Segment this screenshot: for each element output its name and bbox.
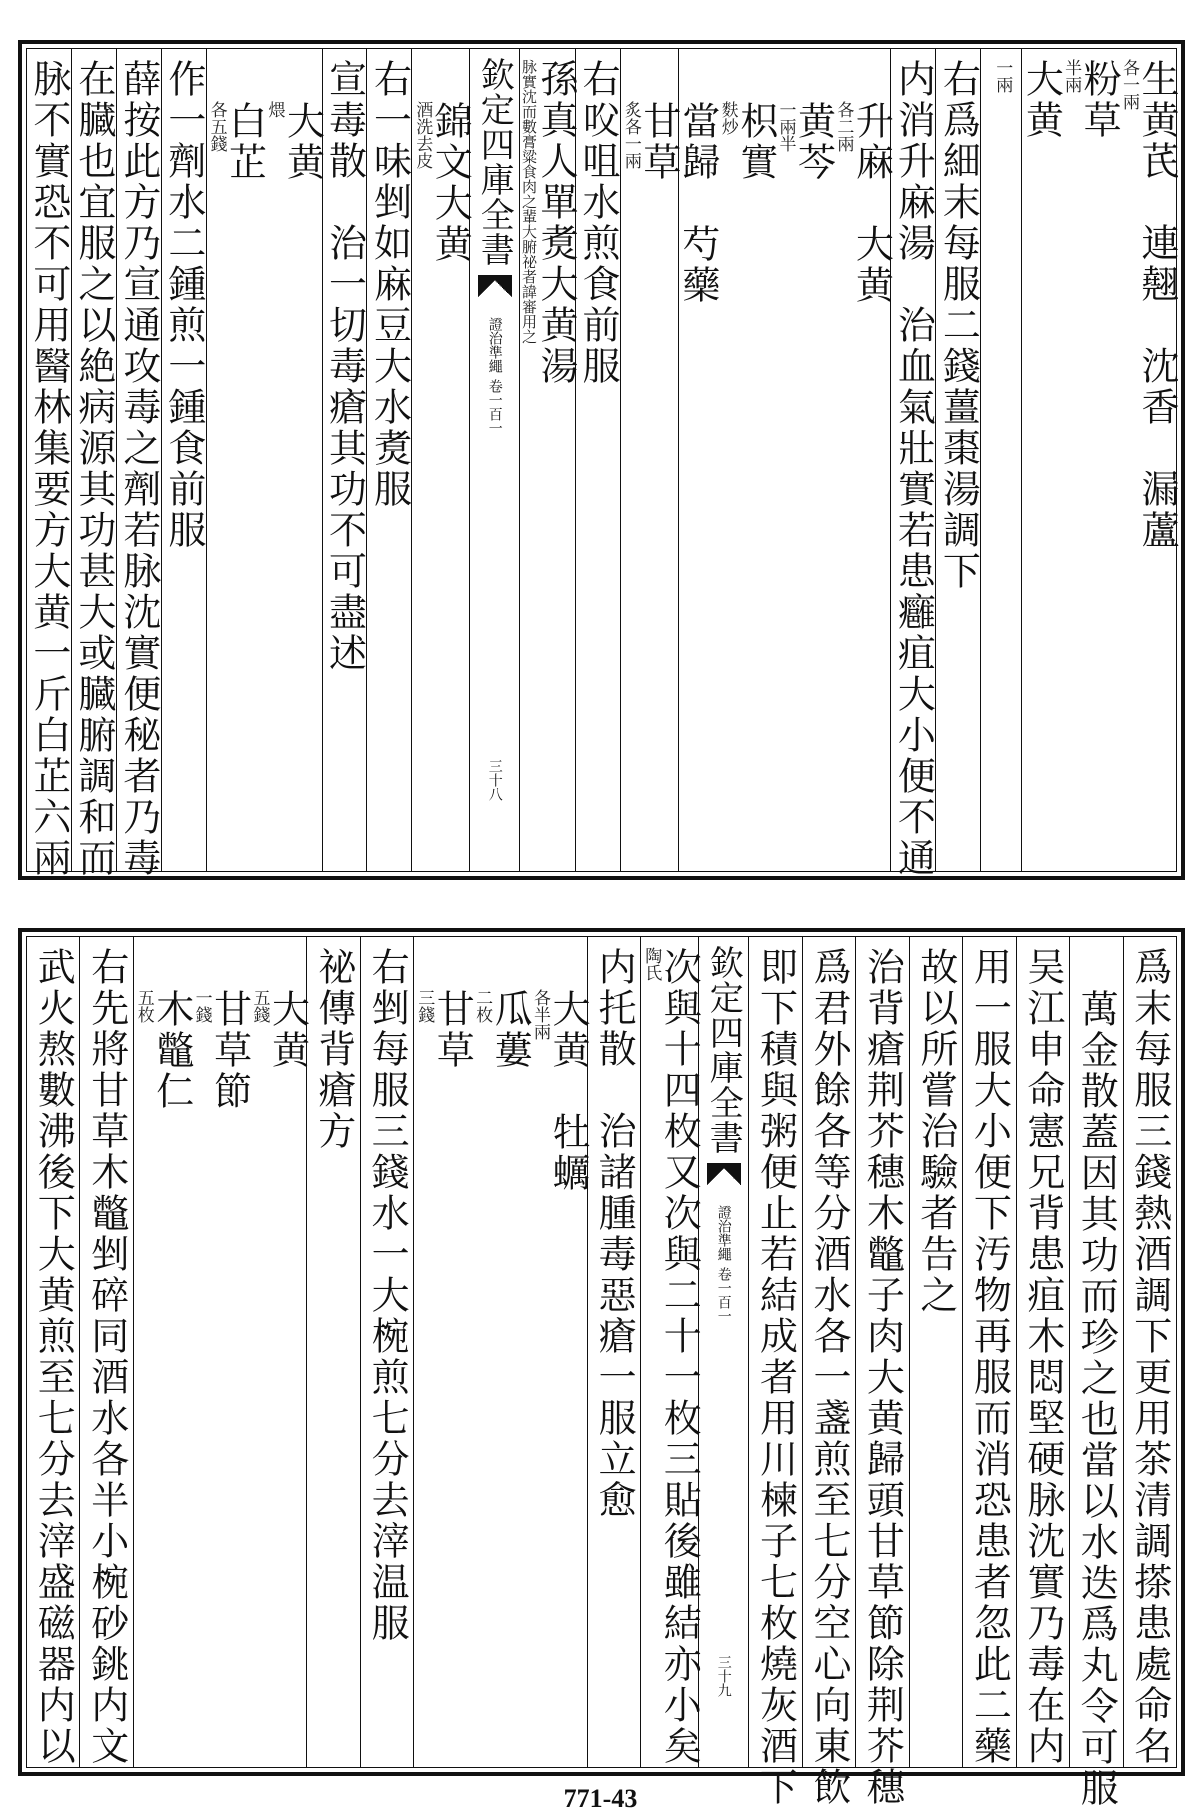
text-column	[26, 49, 71, 879]
text-column	[802, 937, 855, 1808]
column-text: 吴江申命憲兄背患疽木悶堅硬脉沈實乃毒在内	[1020, 947, 1065, 1767]
text-column	[116, 49, 161, 879]
annotation: 各五錢	[206, 101, 227, 152]
section-title: 證治準繩	[715, 1205, 732, 1261]
column-text: 萬金散蓋因其功而珍之也當以水迭爲丸令可服	[1074, 989, 1119, 1809]
annotation: 二枚	[472, 989, 493, 1023]
text-column	[71, 49, 116, 879]
column-text: 孫真人單煑大黄湯	[534, 59, 579, 387]
column-text: 次與十四枚又次與二十一枚三貼後雖結亦小矣	[657, 947, 702, 1767]
text-column	[855, 937, 908, 1808]
column-text: 脉不實恐不可用醫林集要方大黄一斤白芷六兩	[26, 59, 71, 879]
text-column	[411, 49, 473, 871]
column-text: 大黄	[1019, 59, 1064, 141]
column-text: 内消升麻湯 治血氣壯實若患癰疽大小便不通	[891, 59, 936, 879]
column-text: 大黄	[280, 101, 325, 183]
page-number: 771-43	[563, 1784, 638, 1813]
column-text: 右一味剉如麻豆大水煑服	[367, 59, 412, 510]
text-column	[206, 49, 325, 871]
column-text: 升麻 大黄	[849, 101, 894, 306]
leaf-number: 三十八	[486, 759, 503, 801]
text-column	[161, 49, 206, 871]
column-text: 甘草	[430, 989, 475, 1071]
book-title: 欽定四庫全書	[703, 945, 744, 1155]
fish-tail-mark-icon	[707, 1163, 741, 1191]
column-text: 枳實	[733, 101, 778, 183]
text-column	[935, 49, 980, 871]
text-column	[1019, 49, 1179, 871]
column-text: 内托散 治諸腫毒惡瘡一服立愈	[592, 947, 637, 1521]
annotation: 一錢	[191, 989, 212, 1023]
top-page-columns	[26, 48, 1179, 879]
text-column	[413, 937, 590, 1767]
annotation: 酒洗去皮	[412, 101, 433, 169]
column-text: 宣毒散 治一切毒瘡其功不可盡述	[322, 59, 367, 674]
text-column	[1016, 937, 1069, 1767]
text-column	[1069, 937, 1122, 1809]
column-text: 右剉每服三錢水一大椀煎七分去滓温服	[365, 947, 410, 1644]
page-center-margin	[698, 937, 748, 1767]
column-text: 大黄 牡蠣	[545, 989, 590, 1194]
column-text: 右㕮咀水煎食前服	[576, 59, 621, 387]
text-column	[587, 937, 640, 1767]
column-text: 治背瘡荆芥穗木鼈子肉大黄歸頭甘草節除荆芥穗	[860, 947, 905, 1808]
text-column	[27, 937, 79, 1767]
text-column	[360, 937, 413, 1767]
annotation: 各二兩	[833, 101, 854, 152]
annotation: 炙各一兩	[620, 101, 641, 169]
column-text: 祕傳背瘡方	[311, 947, 356, 1152]
text-column	[748, 937, 801, 1808]
page-center-margin	[469, 49, 519, 871]
column-text: 當歸 芍藥	[675, 101, 720, 306]
column-text: 生黄芪 連翹 沈香 漏蘆	[1135, 59, 1179, 551]
text-column	[79, 937, 132, 1767]
column-text: 大黄	[265, 989, 310, 1071]
fish-tail-mark-icon	[478, 275, 512, 303]
column-text: 甘草節	[207, 989, 252, 1112]
column-text: 即下積與粥便止若結成者用川楝子七枚燒灰酒下	[753, 947, 798, 1808]
text-column	[890, 49, 936, 879]
column-text: 作一劑水二鍾煎一鍾食前服	[161, 59, 206, 551]
column-text: 故以所嘗治驗者告之	[913, 947, 958, 1316]
book-title: 欽定四庫全書	[474, 57, 515, 267]
annotation: 麩炒	[717, 101, 738, 135]
annotation: 一兩	[992, 59, 1013, 93]
section-title: 證治準繩	[486, 317, 503, 373]
annotation: 五錢	[249, 989, 270, 1023]
leaf-number: 三十九	[715, 1655, 732, 1697]
text-column	[306, 937, 359, 1767]
annotation: 半兩	[1061, 59, 1082, 93]
column-text: 武火熬數沸後下大黄煎至七分去滓盛磁器内以	[31, 947, 76, 1767]
text-column	[575, 49, 620, 871]
annotation: 五枚	[133, 989, 154, 1023]
text-column	[322, 49, 367, 871]
column-text: 甘草	[636, 101, 681, 183]
text-column	[133, 937, 310, 1767]
text-column	[366, 49, 411, 871]
column-text: 木鼈仁	[149, 989, 194, 1112]
volume-number: 卷一百一	[715, 1267, 732, 1323]
annotation: 脉實沈而數膏粱食肉之輩大腑祕者諱審用之	[520, 59, 539, 344]
column-text: 粉草	[1077, 59, 1122, 141]
column-text: 爲末每服三錢熱酒調下更用茶清調搽患處命名	[1127, 947, 1172, 1767]
annotation: 陶氏	[641, 947, 662, 981]
column-text: 錦文大黄	[428, 101, 473, 265]
column-text: 在臓也宜服之以絶病源其功甚大或臓腑調和而	[71, 59, 116, 879]
annotation: 各半兩	[529, 989, 550, 1040]
text-column	[620, 49, 681, 871]
text-column	[909, 937, 962, 1767]
annotation: 煨	[264, 101, 285, 118]
column-text: 薛按此方乃宣通攻毒之劑若脉沈實便秘者乃毒	[116, 59, 161, 879]
text-column	[1123, 937, 1176, 1767]
text-column	[675, 49, 894, 871]
column-text: 爲君外餘各等分酒水各一盞煎至七分空心向東飲	[806, 947, 851, 1808]
text-column	[962, 937, 1015, 1767]
annotation: 一兩半	[775, 101, 796, 152]
annotation: 各一兩	[1119, 59, 1139, 110]
column-text: 右先將甘草木鼈剉碎同酒水各半小椀砂銚内文	[84, 947, 129, 1767]
text-column	[640, 937, 702, 1767]
text-column	[519, 49, 579, 871]
column-text: 黄芩	[791, 101, 836, 183]
column-text: 用一服大小便下汚物再服而消恐患者忽此二藥	[967, 947, 1012, 1767]
volume-number: 卷一百一	[486, 379, 503, 435]
text-column	[980, 49, 1021, 871]
column-text: 右爲細末每服二錢薑棗湯調下	[936, 59, 981, 592]
annotation: 三錢	[414, 989, 435, 1023]
top-page	[18, 40, 1185, 880]
column-text: 瓜蔞	[488, 989, 533, 1071]
column-text: 白芷	[222, 101, 267, 183]
